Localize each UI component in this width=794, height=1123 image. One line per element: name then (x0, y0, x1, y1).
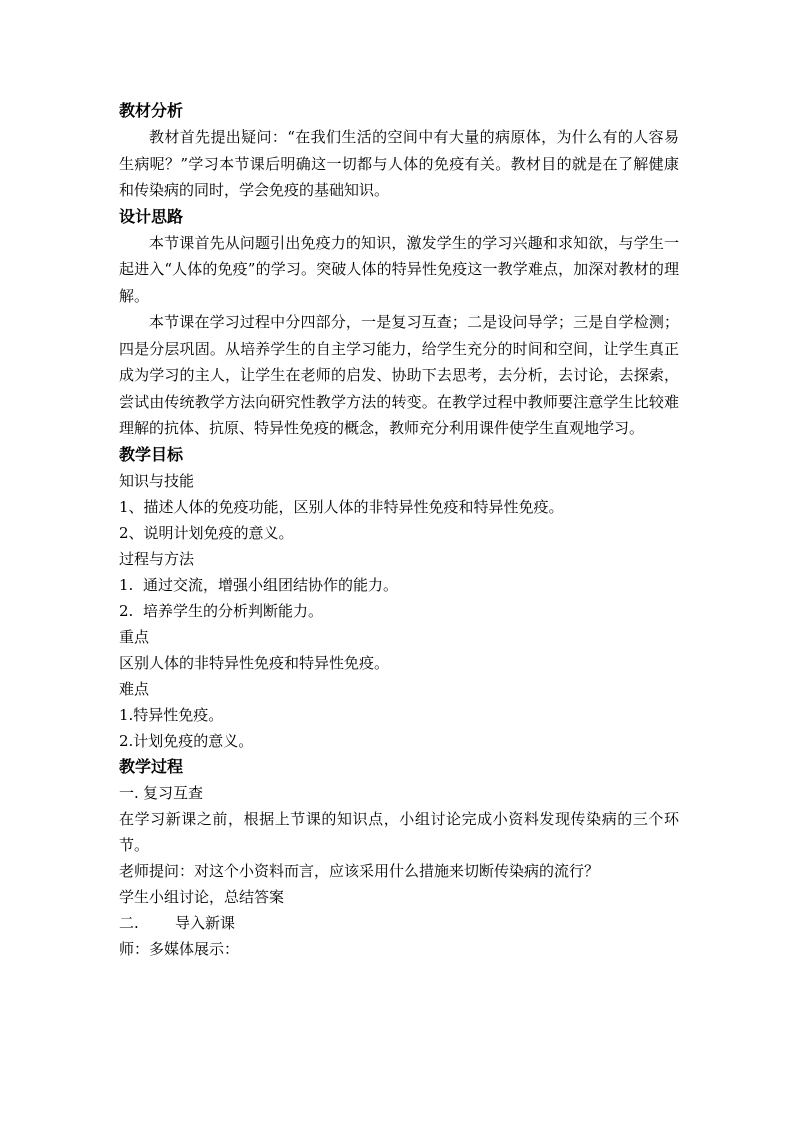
teacher-question: 老师提问：对这个小资料而言，应该采用什么措施来切断传染病的流行？ (119, 861, 600, 880)
analysis-paragraph: 教材首先提出疑问：“在我们生活的空间中有大量的病原体，为什么有的人容易生病呢？”学习本节课后明确这一切都与人体的免疫有关。教材目的就是在了解健康和传染病的同时，学会免疫的基础知识。 (119, 128, 679, 199)
section-1-label: 复习互查 (143, 783, 204, 802)
knowledge-item-1: 1、描述人体的免疫功能，区别人体的非特异性免疫和特异性免疫。 (119, 497, 564, 516)
process-item-2 (119, 598, 679, 624)
key-point-subheading: 重点 (119, 627, 150, 646)
section-1-number: 一. (119, 783, 139, 802)
objectives-heading: 教学目标 (119, 444, 184, 464)
procedure-section-1-text: 在学习新课之前，根据上节课的知识点，小组讨论完成小资料发现传染病的三个环节。 (119, 809, 679, 854)
design-paragraph-2: 本节课在学习过程中分四部分，一是复习互查；二是设问导学；三是自学检测；四是分层巩固。从培养学生的自主学习能力，给学生充分的时间和空间，让学生真正成为学习的主人，让学生在老师的启发、协助下去思考，去分析，去讨论，去探索，尝试由传统教学方法向研究性教学方法的转变。在教学过程中教师要注意学生比较难理解的抗体、抗原、特异性免疫的概念，教师充分利用课件使学生直观地学习。 (119, 313, 679, 437)
design-paragraph-1: 本节课首先从问题引出免疫力的知识，激发学生的学习兴趣和求知欲，与学生一起进入“人体的免疫”的学习。突破人体的特异性免疫这一教学难点，加深对教材的理解。 (119, 233, 679, 305)
difficult-point-subheading: 难点 (119, 679, 150, 698)
section-2-number: 二. (119, 913, 139, 932)
design-heading: 设计思路 (119, 206, 184, 226)
teacher-media: 师：多媒体展示： (119, 939, 240, 958)
process-item-1-number: 1. (119, 575, 134, 594)
section-2-label: 导入新课 (175, 913, 236, 932)
knowledge-subheading: 知识与技能 (119, 471, 195, 490)
process-item-2-text: 培养学生的分析判断能力。 (143, 601, 324, 620)
knowledge-item-2: 2、说明计划免疫的意义。 (119, 523, 294, 542)
key-point-text: 区别人体的非特异性免疫和特异性免疫。 (119, 653, 390, 672)
procedure-heading: 教学过程 (119, 756, 184, 776)
process-item-1 (119, 572, 679, 598)
student-answer: 学生小组讨论，总结答案 (119, 887, 285, 906)
process-item-2-number: 2. (119, 601, 134, 620)
difficult-item-2: 2.计划免疫的意义。 (119, 731, 254, 750)
difficult-item-1: 1.特异性免疫。 (119, 705, 224, 724)
process-subheading: 过程与方法 (119, 549, 195, 568)
analysis-heading: 教材分析 (119, 101, 184, 120)
procedure-section-2-title (119, 910, 679, 936)
procedure-section-1-title (119, 780, 679, 806)
document-page (119, 98, 679, 962)
process-item-1-text: 通过交流，增强小组团结协作的能力。 (143, 575, 399, 594)
